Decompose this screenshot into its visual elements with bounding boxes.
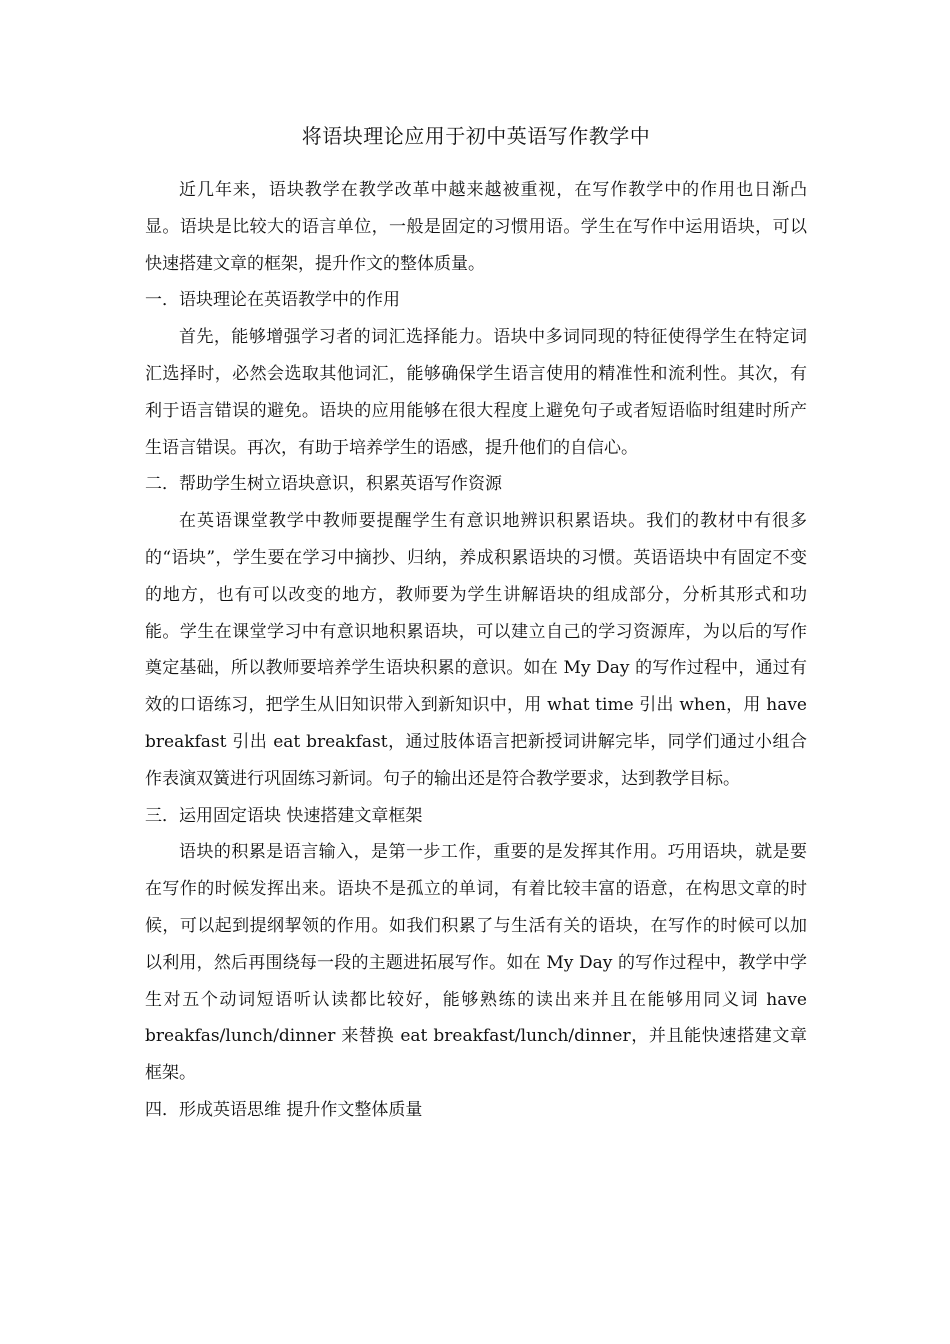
document-body: [145, 172, 807, 1129]
section-1-paragraph: 首先，能够增强学习者的词汇选择能力。语块中多词同现的特征使得学生在特定词汇选择时，必然会选取其他词汇，能够确保学生语言使用的精准性和流利性。其次，有利于语言错误的避免。语块的应用能够在很大程度上避免句子或者短语临时组建时所产生语言错误。再次，有助于培养学生的语感，提升他们的自信心。: [145, 327, 807, 458]
section-heading-2: 二．帮助学生树立语块意识，积累英语写作资源: [145, 474, 502, 495]
section-2-paragraph: 在英语课堂教学中教师要提醒学生有意识地辨识积累语块。我们的教材中有很多的“语块”，学生要在学习中摘抄、归纳，养成积累语块的习惯。英语语块中有固定不变的地方，也有可以改变的地方，教师要为学生讲解语块的组成部分，分析其形式和功能。学生在课堂学习中有意识地积累语块，可以建立自己的学习资源库，为以后的写作奠定基础，所以教师要培养学生语块积累的意识。如在 My Day 的写作过程中，通过有效的口语练习，把学生从旧知识带入到新知识中，用 what time 引出 when，用 have breakfast 引出 eat breakfast，通过肢体语言把新授词讲解完毕，同学们通过小组合作表演双簧进行巩固练习新词。句子的输出还是符合教学要求，达到教学目标。: [145, 511, 807, 789]
section-3-paragraph: 语块的积累是语言输入，是第一步工作，重要的是发挥其作用。巧用语块，就是要在写作的时候发挥出来。语块不是孤立的单词，有着比较丰富的语意，在构思文章的时候，可以起到提纲挈领的作用。如我们积累了与生活有关的语块，在写作的时候可以加以利用，然后再围绕每一段的主题进拓展写作。如在 My Day 的写作过程中，教学中学生对五个动词短语听认读都比较好，能够熟练的读出来并且在能够用同义词 have breakfas/lunch/dinner 来替换 eat breakfast/lunch/dinner，并且能快速搭建文章框架。: [145, 842, 807, 1084]
section-heading-1: 一．语块理论在英语教学中的作用: [145, 290, 400, 311]
section-heading-3: 三．运用固定语块 快速搭建文章框架: [145, 805, 423, 826]
intro-paragraph: 近几年来，语块教学在教学改革中越来越被重视，在写作教学中的作用也日渐凸显。语块是比较大的语言单位，一般是固定的习惯用语。学生在写作中运用语块，可以快速搭建文章的框架，提升作文的整体质量。: [145, 180, 807, 274]
document-title: 将语块理论应用于初中英语写作教学中: [301, 124, 651, 148]
section-heading-4: 四．形成英语思维 提升作文整体质量: [145, 1099, 423, 1120]
